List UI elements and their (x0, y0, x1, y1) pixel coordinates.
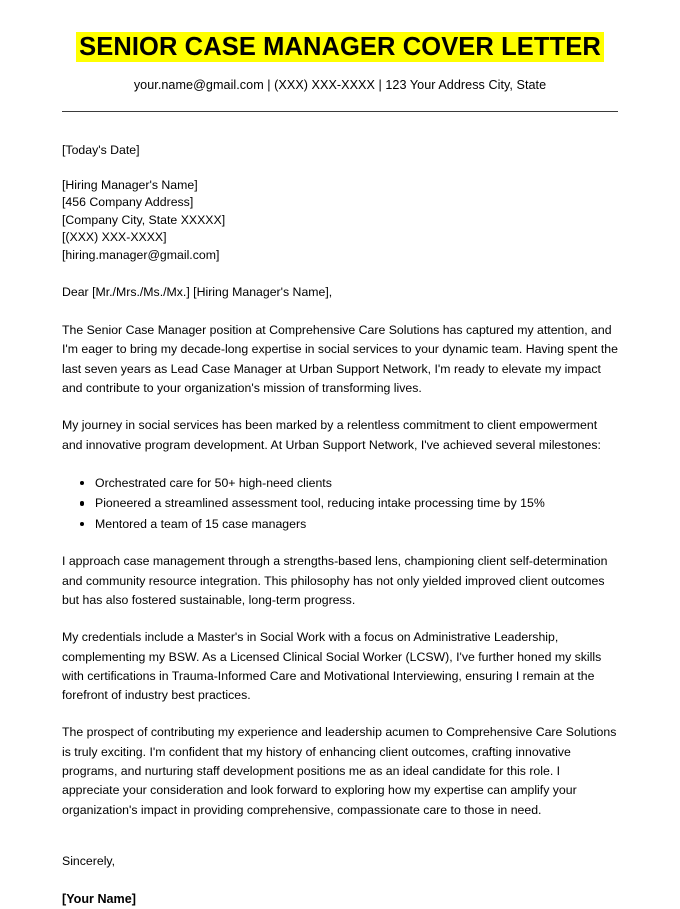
recipient-city-state-zip: [Company City, State XXXXX] (62, 212, 226, 227)
list-item (62, 493, 618, 514)
bullet-icon (80, 522, 84, 526)
signature-name: [Your Name] (62, 891, 136, 906)
recipient-block (62, 177, 618, 265)
letter-body (62, 120, 618, 909)
header-divider (62, 111, 618, 112)
list-item (62, 473, 618, 494)
page-title (62, 0, 618, 62)
applicant-contact-line: your.name@gmail.com | (XXX) XXX-XXXX | 123 Your Address City, State (133, 77, 547, 92)
achievements-list (62, 473, 618, 535)
body-paragraph-3: I approach case management through a strengths-based lens, championing client self-determination and community resource integration. This philosophy has not only yielded improved client outcomes but has also fostered sustainable, long-term progress. (62, 554, 608, 607)
salutation: Dear [Mr./Mrs./Ms./Mx.] [Hiring Manager's Name], (62, 285, 333, 300)
bullet-icon (80, 501, 84, 505)
body-paragraph-2: My journey in social services has been marked by a relentless commitment to client empowerment and innovative program development. At Urban Support Network, I've achieved several milestones: (62, 418, 601, 452)
list-item-label: Mentored a team of 15 case managers (95, 516, 307, 531)
recipient-email: [hiring.manager@gmail.com] (62, 247, 220, 262)
list-item-label: Orchestrated care for 50+ high-need clients (95, 475, 332, 490)
list-item-label: Pioneered a streamlined assessment tool, reducing intake processing time by 15% (95, 496, 545, 511)
list-item (62, 514, 618, 535)
body-paragraph-4: My credentials include a Master's in Social Work with a focus on Administrative Leadership, complementing my BSW. As a Licensed Clinical Social Worker (LCSW), I've further honed my skills with certifications in Trauma-Informed Care and Motivational Interviewing, ensuring I remain at the forefront of industry best practices. (62, 630, 602, 703)
recipient-name: [Hiring Manager's Name] (62, 177, 198, 192)
recipient-address: [456 Company Address] (62, 195, 194, 210)
closing-line: Sincerely, (62, 853, 116, 868)
body-paragraph-1: The Senior Case Manager position at Comprehensive Care Solutions has captured my attention, and I'm eager to bring my decade-long expertise in social services to your dynamic team. Having spent the last seven years as Lead Case Manager at Urban Support Network, I'm ready to elevate my impact and contribute to your organization's mission of transforming lives. (62, 323, 618, 395)
page-title-highlight: SENIOR CASE MANAGER COVER LETTER (76, 32, 604, 62)
date-line: [Today's Date] (62, 142, 140, 157)
recipient-phone: [(XXX) XXX-XXXX] (62, 230, 167, 245)
bullet-icon (80, 481, 84, 485)
body-paragraph-5: The prospect of contributing my experience and leadership acumen to Comprehensive Care Solutions is truly exciting. I'm confident that my history of enhancing client outcomes, crafting innovative programs, and nurturing staff development positions me as an ideal candidate for this role. I appreciate your consideration and look forward to exploring how my expertise can amplify your organization's impact in providing comprehensive, compassionate care to those in need. (62, 725, 617, 817)
